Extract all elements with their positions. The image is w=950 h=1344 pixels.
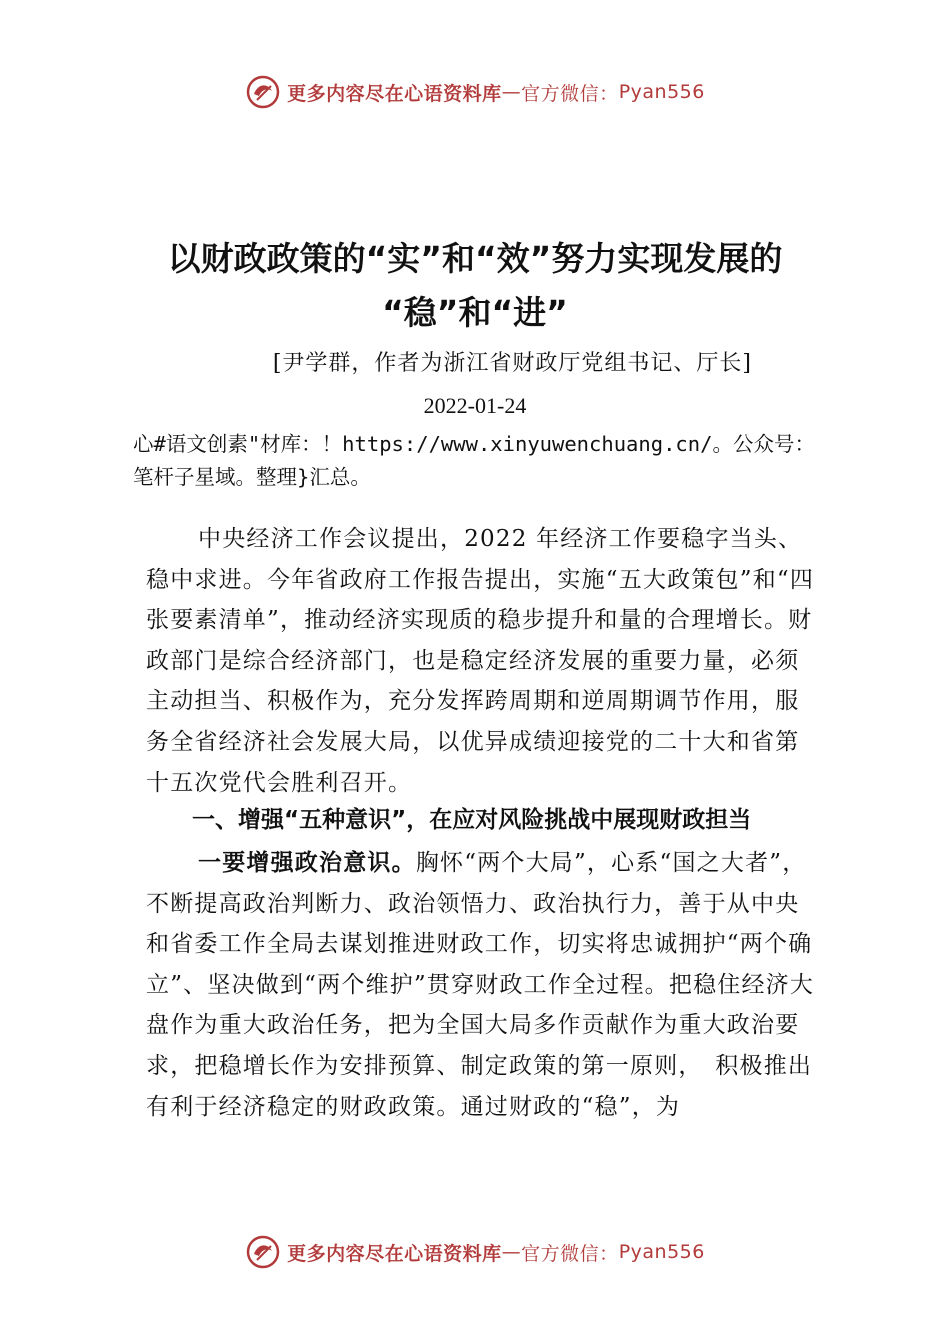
banner-wechat-label: 官方微信：: [521, 1242, 619, 1265]
author-line: [尹学群，作者为浙江省财政厅党组书记、厅长]: [272, 351, 752, 376]
logo-icon: [245, 74, 281, 110]
paragraph-body: 胸怀“两个大局”，心系“国之大者”，不断提高政治判断力、政治领悟力、政治执行力，善于从中央和省委工作全局去谋划推进财政工作，切实将忠诚拥护“两个确立”、坚决做到“两个维护”贯穿财政工作全过程。把稳住经济大盘作为重大政治任务，把为全国大局多作贡献作为重大政治要求，把稳增长作为安排预算、制定政策的第一原则， 积极推出有利于经济稳定的财政政策。通过财政的“稳”，为: [146, 850, 815, 1120]
source-note: 心#语文创素"材库：！https://www.xinyuwenchuang.cn/。公众号：笔杆子星域。整理}汇总。: [133, 432, 815, 489]
banner-wechat-account: Pyan556: [618, 1241, 705, 1263]
page-title-line1: 以财政政策的“实”和“效”努力实现发展的: [167, 239, 783, 278]
header-banner: [0, 72, 950, 112]
logo-icon: [245, 1234, 281, 1270]
paragraph-political-awareness: [146, 843, 818, 1127]
banner-wechat-label: 官方微信：: [521, 82, 619, 105]
banner-brand: 更多内容尽在心语资料库: [287, 82, 502, 105]
paragraph-intro: 中央经济工作会议提出，2022 年经济工作要稳字当头、稳中求进。今年省政府工作报告提出，实施“五大政策包”和“四张要素清单”，推动经济实现质的稳步提升和量的合理增长。财政部门是综合经济部门，也是稳定经济发展的重要力量，必须主动担当、积极作为，充分发挥跨周期和逆周期调节作用，服务全省经济社会发展大局，以优异成绩迎接党的二十大和省第十五次党代会胜利召开。: [146, 526, 815, 796]
banner-dash: —: [501, 1241, 522, 1263]
banner-wechat-account: Pyan556: [618, 81, 705, 103]
paragraph-lead: 一要增强政治意识。: [198, 850, 416, 876]
section-heading-1: 一、增强“五种意识”，在应对风险挑战中展现财政担当: [192, 807, 752, 833]
footer-banner: [0, 1232, 950, 1272]
publish-date: 2022-01-24: [423, 393, 527, 418]
banner-dash: —: [501, 81, 522, 103]
banner-brand: 更多内容尽在心语资料库: [287, 1242, 502, 1265]
page-title-line2: “稳”和“进”: [382, 293, 568, 332]
